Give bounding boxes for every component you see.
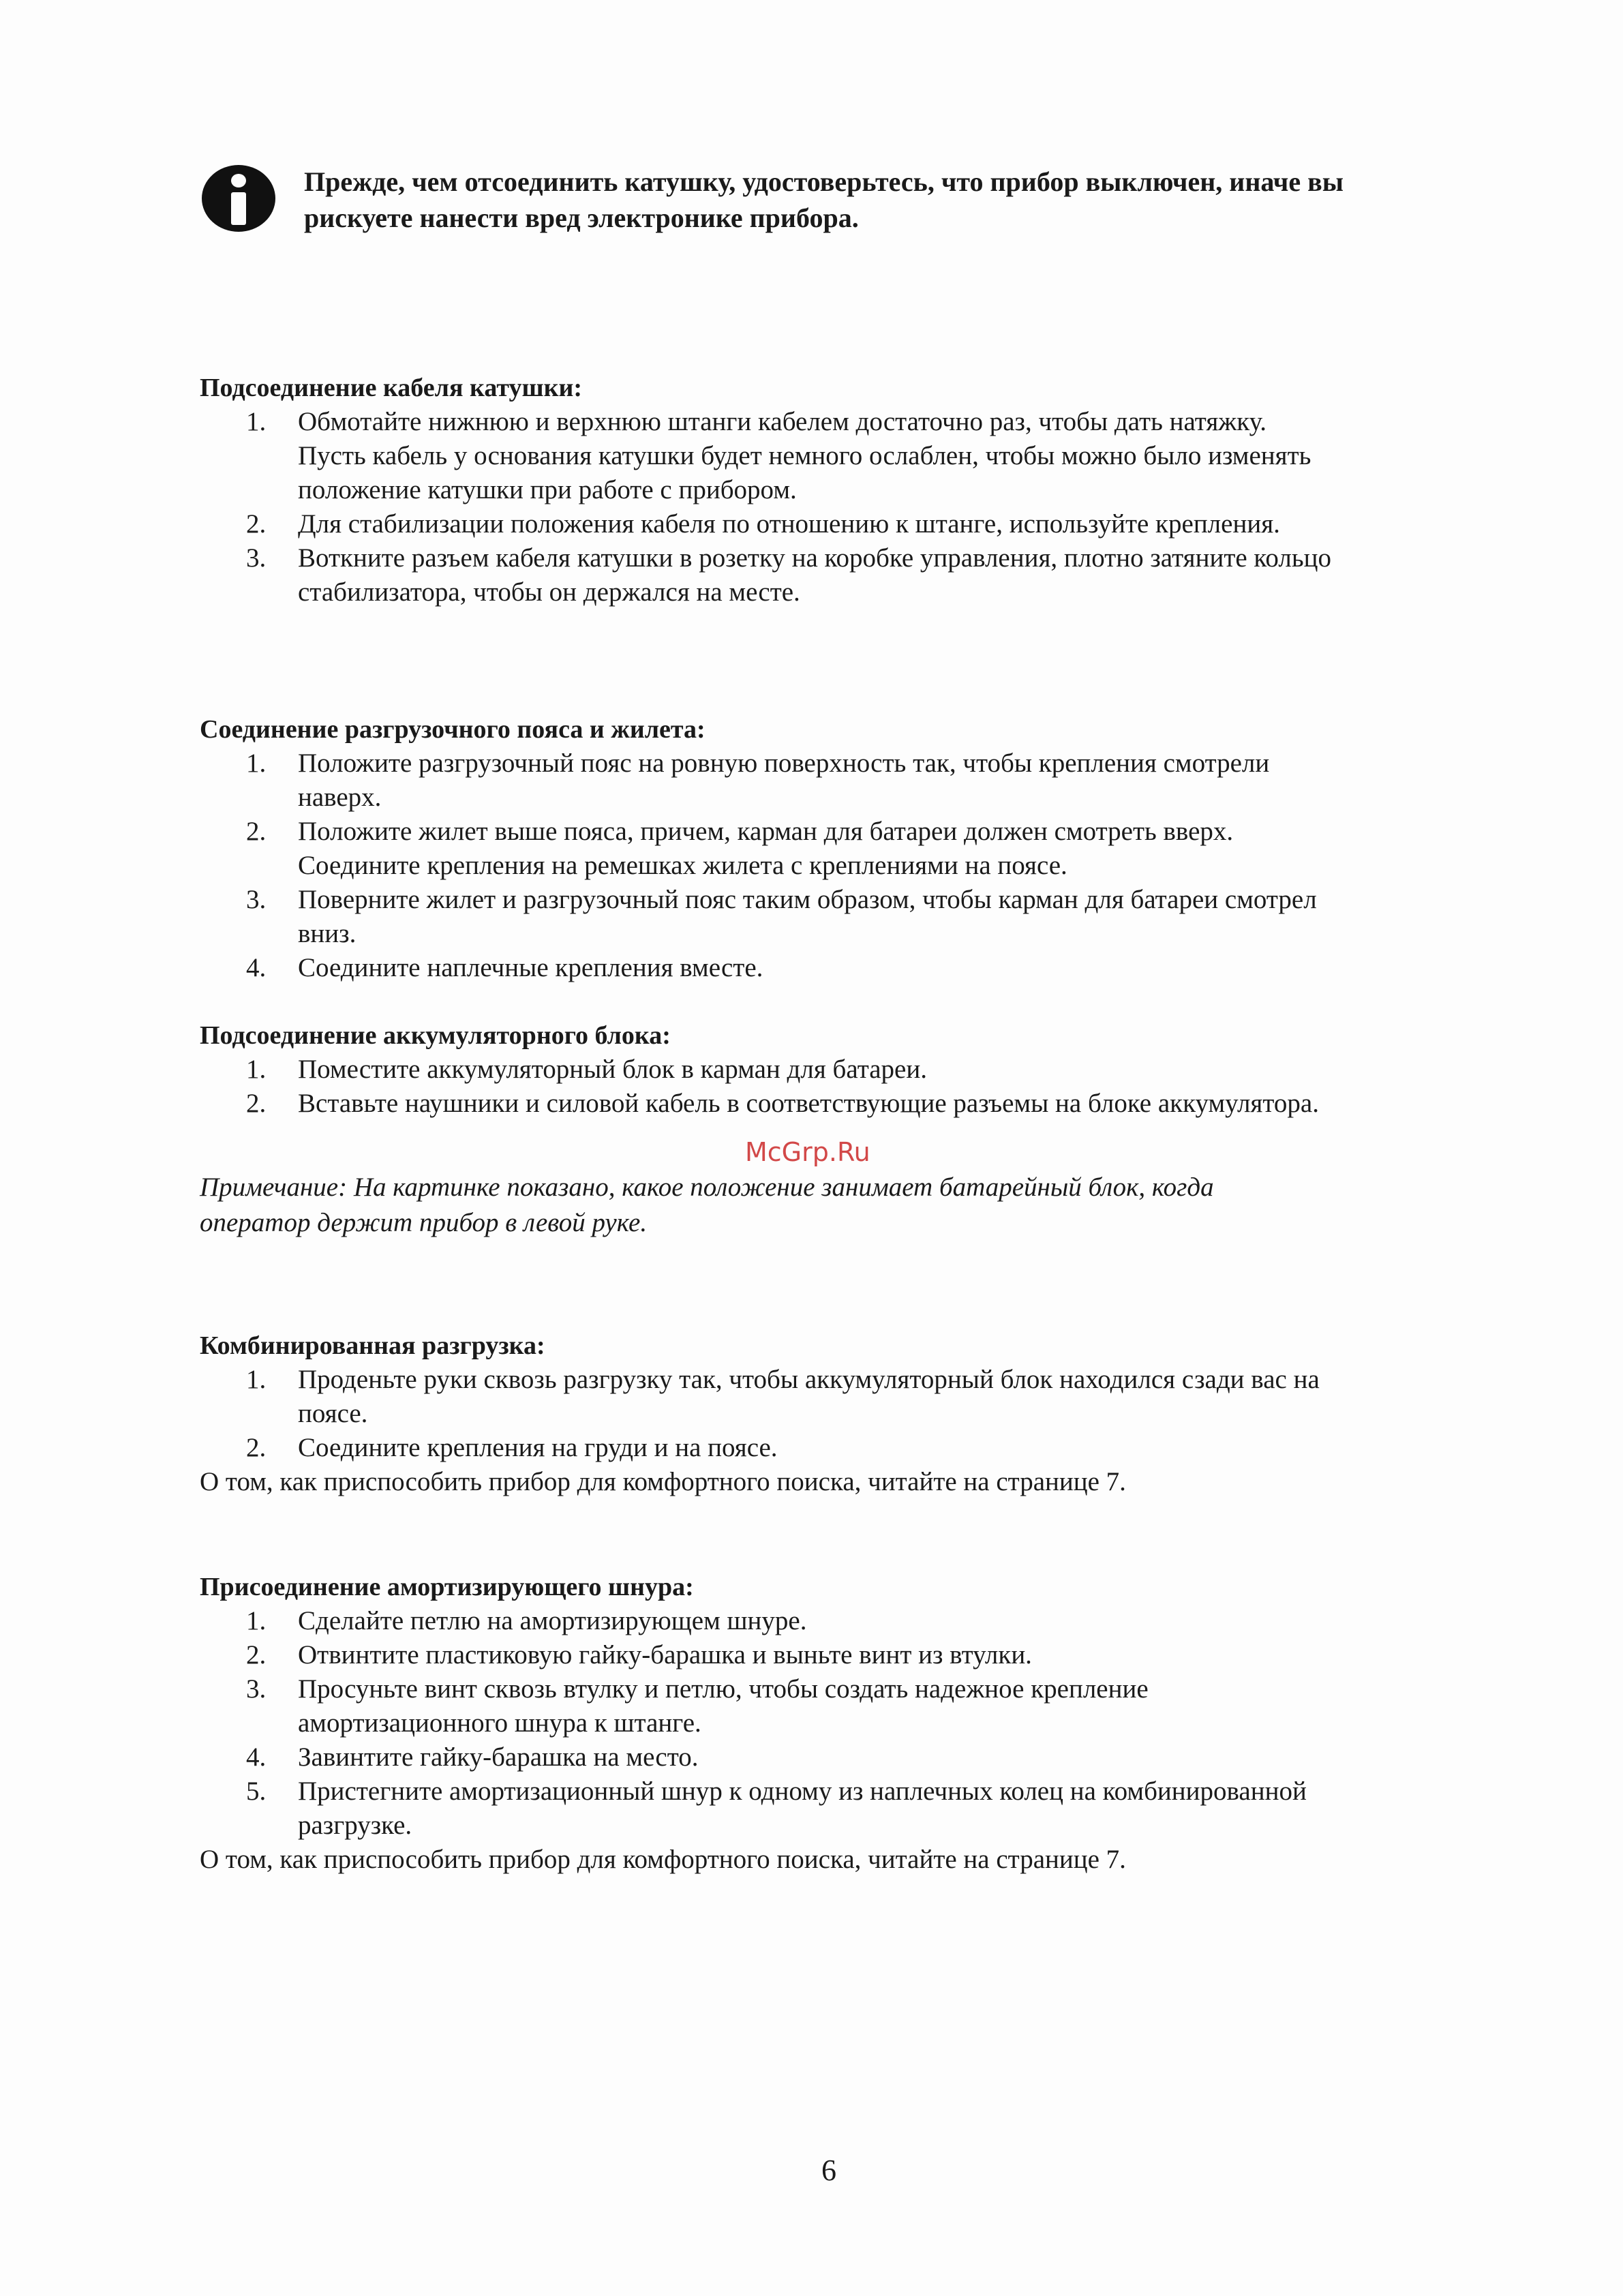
- info-icon: [202, 165, 275, 232]
- steps-list: [200, 1604, 1508, 1843]
- list-item: 1. Обмотайте нижнюю и верхнюю штанги кабелем достаточно раз, чтобы дать натяжку. Пусть кабель у основания катушки будет немного ослаблен, чтобы можно было изменять положение катушки при работе с прибором.: [246, 407, 1311, 504]
- list-item: 1. Поместите аккумуляторный блок в карман для батареи.: [246, 1055, 927, 1084]
- section-battery-block: [200, 1018, 1508, 1241]
- section-heading: Подсоединение кабеля катушки:: [200, 374, 583, 402]
- list-item: 4. Соедините наплечные крепления вместе.: [246, 953, 763, 982]
- steps-list: [200, 405, 1508, 609]
- section-coil-cable: [200, 371, 1508, 609]
- notice-line: Прежде, чем отсоединить катушку, удостоверьтесь, что прибор выключен, иначе вы: [304, 166, 1344, 197]
- steps-list: [200, 1053, 1508, 1121]
- page-number: 6: [821, 2154, 836, 2187]
- list-item: 3. Воткните разъем кабеля катушки в розетку на коробке управления, плотно затяните кольцо стабилизатора, чтобы он держался на месте.: [246, 543, 1331, 607]
- section-shock-cord: [200, 1570, 1508, 1877]
- notice-line: рискуете нанести вред электронике прибора.: [304, 202, 859, 233]
- steps-list: [200, 1363, 1508, 1465]
- list-item: 2. Для стабилизации положения кабеля по отношению к штанге, используйте крепления.: [246, 509, 1280, 539]
- section-heading: Присоединение амортизирующего шнура:: [200, 1573, 694, 1601]
- page-reference: О том, как приспособить прибор для комфортного поиска, читайте на странице 7.: [200, 1467, 1126, 1496]
- list-item: 3. Просуньте винт сквозь втулку и петлю, чтобы создать надежное крепление амортизационного шнура к штанге.: [246, 1674, 1149, 1738]
- section-belt-vest: [200, 712, 1508, 985]
- watermark: McGrp.Ru: [745, 1137, 870, 1167]
- list-item: 2. Вставьте наушники и силовой кабель в соответствующие разъемы на блоке аккумулятора.: [246, 1089, 1319, 1118]
- steps-list: [200, 746, 1508, 985]
- list-item: 1. Положите разгрузочный пояс на ровную поверхность так, чтобы крепления смотрели наверх.: [246, 749, 1270, 812]
- list-item: 2. Положите жилет выше пояса, причем, карман для батареи должен смотреть вверх. Соедините крепления на ремешках жилета с креплениями на поясе.: [246, 817, 1234, 880]
- section-heading: Комбинированная разгрузка:: [200, 1331, 545, 1360]
- list-item: 1. Проденьте руки сквозь разгрузку так, чтобы аккумуляторный блок находился сзади вас на поясе.: [246, 1365, 1320, 1428]
- note-line: оператор держит прибор в левой руке.: [200, 1208, 648, 1237]
- warning-notice: [202, 164, 1497, 245]
- list-item: 2. Отвинтите пластиковую гайку-барашка и выньте винт из втулки.: [246, 1640, 1032, 1670]
- list-item: 2. Соедините крепления на груди и на поясе.: [246, 1433, 778, 1462]
- list-item: 3. Поверните жилет и разгрузочный пояс таким образом, чтобы карман для батареи смотрел вниз.: [246, 885, 1317, 948]
- list-item: 1. Сделайте петлю на амортизирующем шнуре.: [246, 1606, 807, 1635]
- list-item: 5. Пристегните амортизационный шнур к одному из наплечных колец на комбинированной разгрузке.: [246, 1777, 1307, 1840]
- note-line: Примечание: На картинке показано, какое положение занимает батарейный блок, когда: [200, 1173, 1214, 1202]
- section-combined-harness: [200, 1329, 1508, 1499]
- section-heading: Подсоединение аккумуляторного блока:: [200, 1021, 671, 1050]
- section-heading: Соединение разгрузочного пояса и жилета:: [200, 715, 706, 744]
- list-item: 4. Завинтите гайку-барашка на место.: [246, 1742, 699, 1772]
- notice-text: [304, 164, 1504, 236]
- page-reference: О том, как приспособить прибор для комфортного поиска, читайте на странице 7.: [200, 1845, 1126, 1874]
